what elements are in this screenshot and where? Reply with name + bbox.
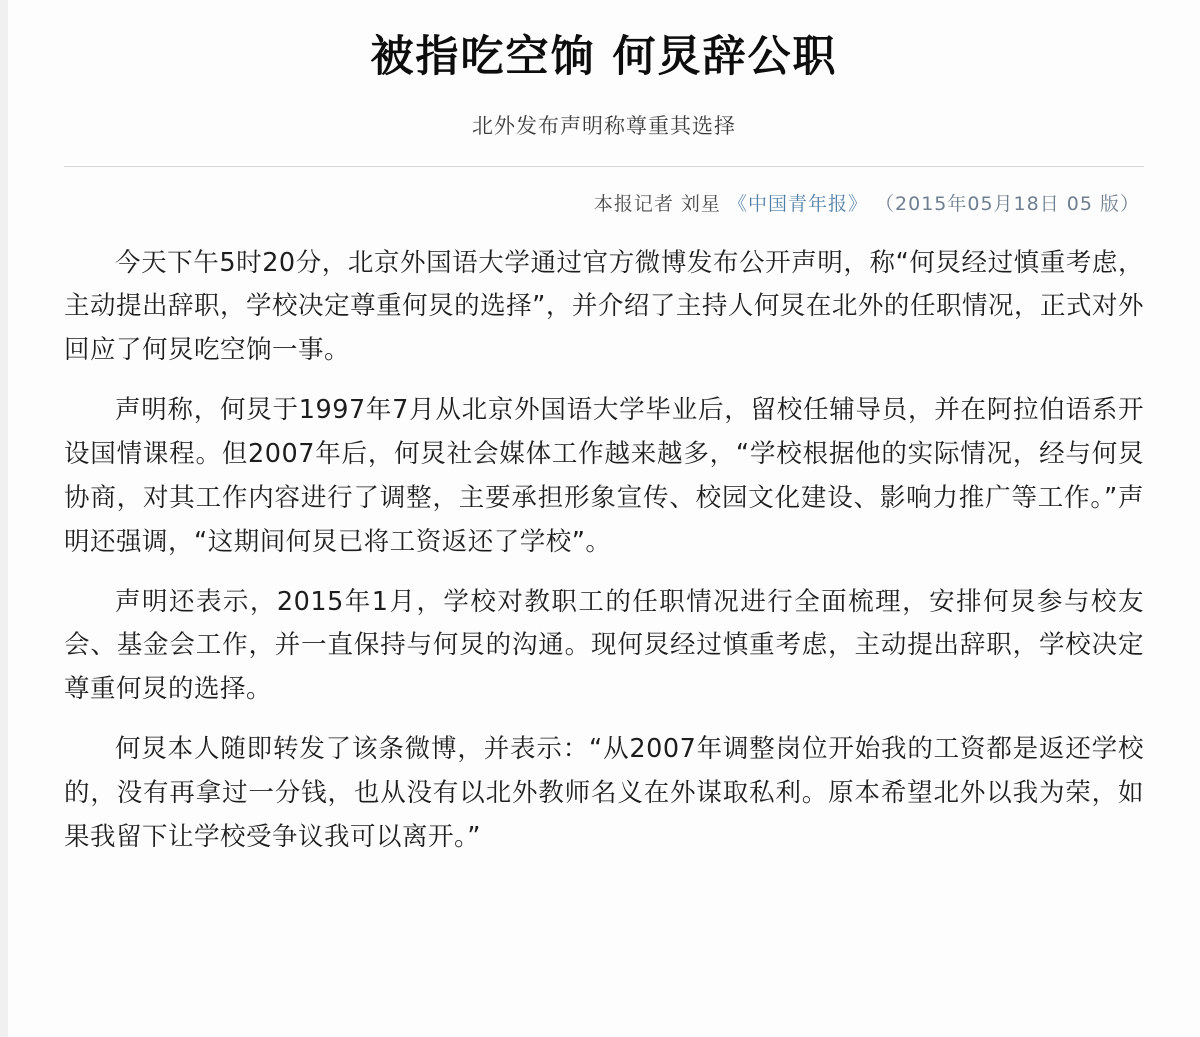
byline (64, 189, 1140, 216)
byline-date: （2015年05月18日 05 版） (875, 192, 1140, 215)
article-paragraph: 声明还表示，2015年1月，学校对教职工的任职情况进行全面梳理，安排何炅参与校友会、基金会工作，并一直保持与何炅的沟通。现何炅经过慎重考虑，主动提出辞职，学校决定尊重何炅的选择。 (64, 586, 1144, 705)
article-headline: 被指吃空饷 何炅辞公职 (370, 32, 838, 82)
header-divider (64, 166, 1144, 167)
page-margin-strip (0, 0, 8, 1037)
byline-publication: 《中国青年报》 (727, 192, 868, 215)
article-paragraph: 声明称，何炅于1997年7月从北京外国语大学毕业后，留校任辅导员，并在阿拉伯语系开设国情课程。但2007年后，何炅社会媒体工作越来越多，“学校根据他的实际情况，经与何炅协商，对其工作内容进行了调整，主要承担形象宣传、校园文化建设、影响力推广等工作。”声明还强调，“这期间何炅已将工资返还了学校”。 (64, 395, 1144, 557)
article-paragraph: 何炅本人随即转发了该条微博，并表示：“从2007年调整岗位开始我的工资都是返还学校的，没有再拿过一分钱，也从没有以北外教师名义在外谋取私利。原本希望北外以我为荣，如果我留下让学校受争议我可以离开。” (64, 734, 1144, 852)
article-container (8, 0, 1200, 860)
article-paragraph: 今天下午5时20分，北京外国语大学通过官方微博发布公开声明，称“何炅经过慎重考虑，主动提出辞职，学校决定尊重何炅的选择”，并介绍了主持人何炅在北外的任职情况，正式对外回应了何炅吃空饷一事。 (64, 247, 1144, 366)
byline-reporter: 本报记者 刘星 (593, 192, 721, 215)
article-subheadline: 北外发布声明称尊重其选择 (472, 113, 736, 138)
article-body (64, 242, 1144, 860)
